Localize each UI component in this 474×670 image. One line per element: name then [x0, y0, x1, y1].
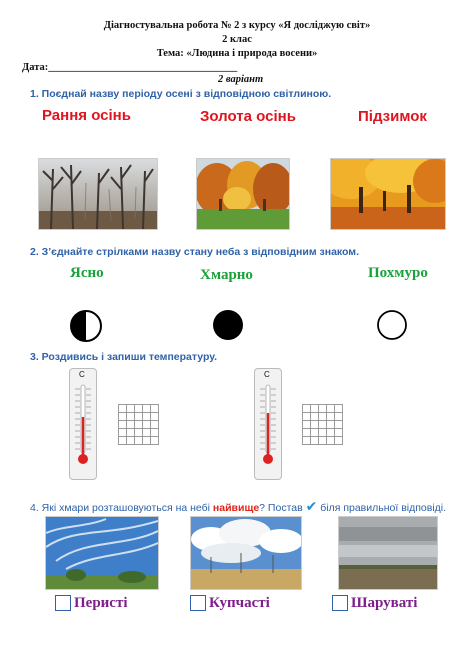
empty-circle-icon[interactable]	[375, 308, 409, 342]
task4-question-mid: ? Постав	[259, 502, 306, 514]
label-golden-autumn: Золота осінь	[200, 108, 296, 125]
label-stratus: Шаруваті	[351, 595, 418, 611]
half-circle-icon[interactable]	[69, 309, 103, 343]
label-clear: Ясно	[70, 265, 104, 281]
date-field[interactable]: Дата:____________________________________	[22, 62, 238, 73]
task4-question	[30, 498, 446, 515]
photo-late-autumn[interactable]	[330, 158, 446, 230]
photo-cirrus-clouds[interactable]	[45, 516, 159, 590]
option-stratus[interactable]	[332, 594, 417, 612]
checkbox-stratus[interactable]	[332, 595, 348, 611]
label-cirrus: Перисті	[74, 595, 128, 611]
label-cumulus: Купчасті	[209, 595, 270, 611]
grade-label: 2 клас	[222, 34, 252, 45]
label-early-autumn: Рання осінь	[42, 107, 131, 124]
task4-question-end: біля правильної відповіді.	[317, 502, 447, 514]
task3-question: 3. Роздивись і запиши температуру.	[30, 351, 218, 363]
checkbox-cirrus[interactable]	[55, 595, 71, 611]
option-cumulus[interactable]	[190, 594, 270, 612]
filled-circle-icon[interactable]	[211, 308, 245, 342]
photo-cumulus-clouds[interactable]	[190, 516, 302, 590]
photo-stratus-clouds[interactable]	[338, 516, 438, 590]
photo-foggy-forest[interactable]	[38, 158, 158, 230]
variant-label: 2 варіант	[218, 74, 264, 85]
label-cloudy: Хмарно	[200, 267, 253, 283]
worksheet-title: Діагностувальна робота № 2 з курсу «Я досліджую світ»	[103, 20, 371, 31]
checkbox-cumulus[interactable]	[190, 595, 206, 611]
thermometer-2	[254, 368, 282, 480]
topic-label: Тема: «Людина і природа восени»	[156, 48, 318, 59]
task4-highlight: найвище	[212, 502, 260, 514]
task2-question: 2. З’єднайте стрілками назву стану неба з відповідним знаком.	[30, 246, 359, 258]
option-cirrus[interactable]	[55, 594, 128, 612]
thermometer-1	[69, 368, 97, 480]
thermometer-1-unit: C	[79, 370, 85, 379]
checkmark-icon: ✔	[305, 498, 318, 514]
answer-grid-1[interactable]	[118, 404, 159, 445]
photo-golden-autumn[interactable]	[196, 158, 290, 230]
label-late-autumn: Підзимок	[358, 108, 427, 125]
task4-question-start: 4. Які хмари розташовуються на небі	[30, 502, 213, 514]
answer-grid-2[interactable]	[302, 404, 343, 445]
label-overcast: Похмуро	[368, 265, 428, 281]
thermometer-2-unit: C	[264, 370, 270, 379]
task1-question: 1. Поєднай назву періоду осені з відповідною світлиною.	[30, 88, 332, 100]
